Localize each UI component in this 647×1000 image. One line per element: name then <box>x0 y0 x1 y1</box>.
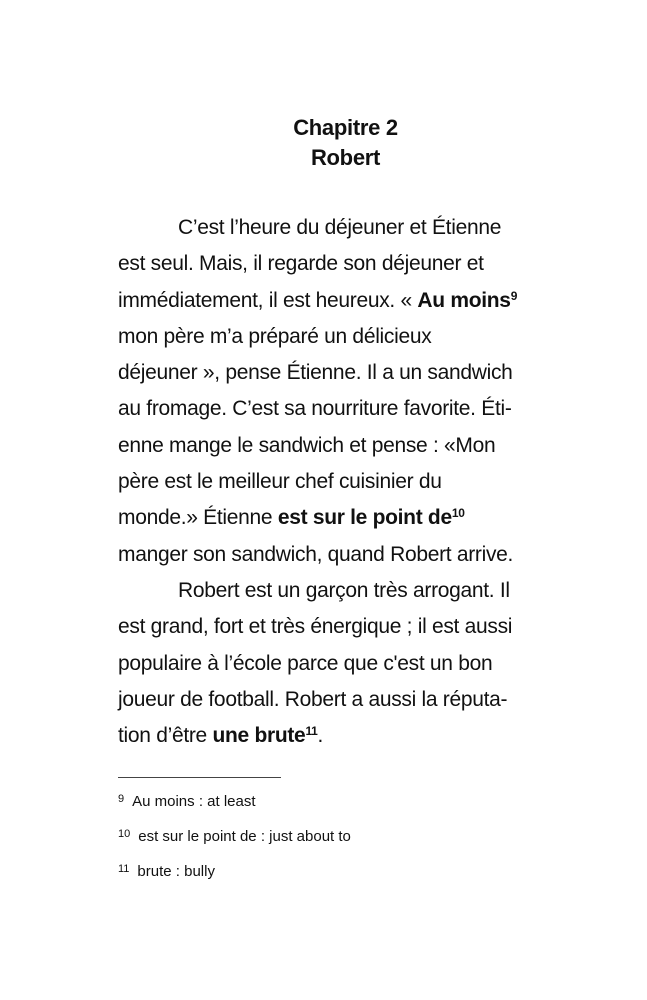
chapter-title: Robert <box>310 145 381 170</box>
paragraph-2-line-1: Robert est un garçon très arrogant. Il <box>178 578 510 602</box>
paragraph-1-line-8: père est le meilleur chef cuisinier du <box>118 470 442 494</box>
chapter-heading <box>0 113 647 173</box>
paragraph-1-line-6: au fromage. C’est sa nourriture favorite. Éti- <box>118 397 512 421</box>
footnote-text: brute : bully <box>137 863 215 880</box>
paragraph-2-line-5 <box>118 718 528 754</box>
vocab-term-une-brute: une brute <box>212 724 306 748</box>
text-run: tion d’être <box>118 724 213 748</box>
paragraph-2-line-4: joueur de football. Robert a aussi la réputa- <box>118 687 508 711</box>
footnote-text: Au moins : at least <box>132 793 256 810</box>
vocab-term-est-sur-le-point-de: est sur le point de <box>277 506 452 530</box>
paragraph-1-line-3 <box>118 283 528 319</box>
paragraph-1-line-4: mon père m’a préparé un délicieux <box>118 324 432 348</box>
footnotes <box>118 793 538 898</box>
chapter-number: Chapitre 2 <box>293 115 398 140</box>
footnote-number: 10 <box>118 828 131 840</box>
paragraph-1-line-7: enne mange le sandwich et pense : «Mon <box>118 433 496 457</box>
vocab-term-au-moins: Au moins <box>417 288 511 312</box>
footnote-divider <box>118 777 281 778</box>
text-run: . <box>317 724 324 748</box>
footnote-number: 11 <box>118 863 130 875</box>
paragraph-1-line-10: manger son sandwich, quand Robert arrive. <box>118 542 514 566</box>
paragraph-2-line-3: populaire à l’école parce que c'est un bon <box>118 651 493 675</box>
paragraph-2-line-2: est grand, fort et très énergique ; il est aussi <box>118 615 513 639</box>
footnote-10 <box>118 828 538 848</box>
footnote-text: est sur le point de : just about to <box>138 828 351 845</box>
footnote-11 <box>118 863 538 883</box>
paragraph-1-line-9 <box>118 500 528 536</box>
footnote-ref-9: 9 <box>510 288 518 303</box>
paragraph-1-line-1: C’est l’heure du déjeuner et Étienne <box>178 216 502 239</box>
text-run: monde.» Étienne <box>118 506 278 530</box>
footnote-ref-11: 11 <box>305 724 318 739</box>
paragraph-1-line-5: déjeuner », pense Étienne. Il a un sandwich <box>118 361 513 385</box>
footnote-number: 9 <box>118 793 125 805</box>
footnote-9 <box>118 793 538 813</box>
text-run: immédiatement, il est heureux. « <box>118 288 418 312</box>
footnote-ref-10: 10 <box>451 506 465 521</box>
paragraph-1-line-2: est seul. Mais, il regarde son déjeuner et <box>118 252 484 276</box>
chapter-body <box>118 210 528 754</box>
